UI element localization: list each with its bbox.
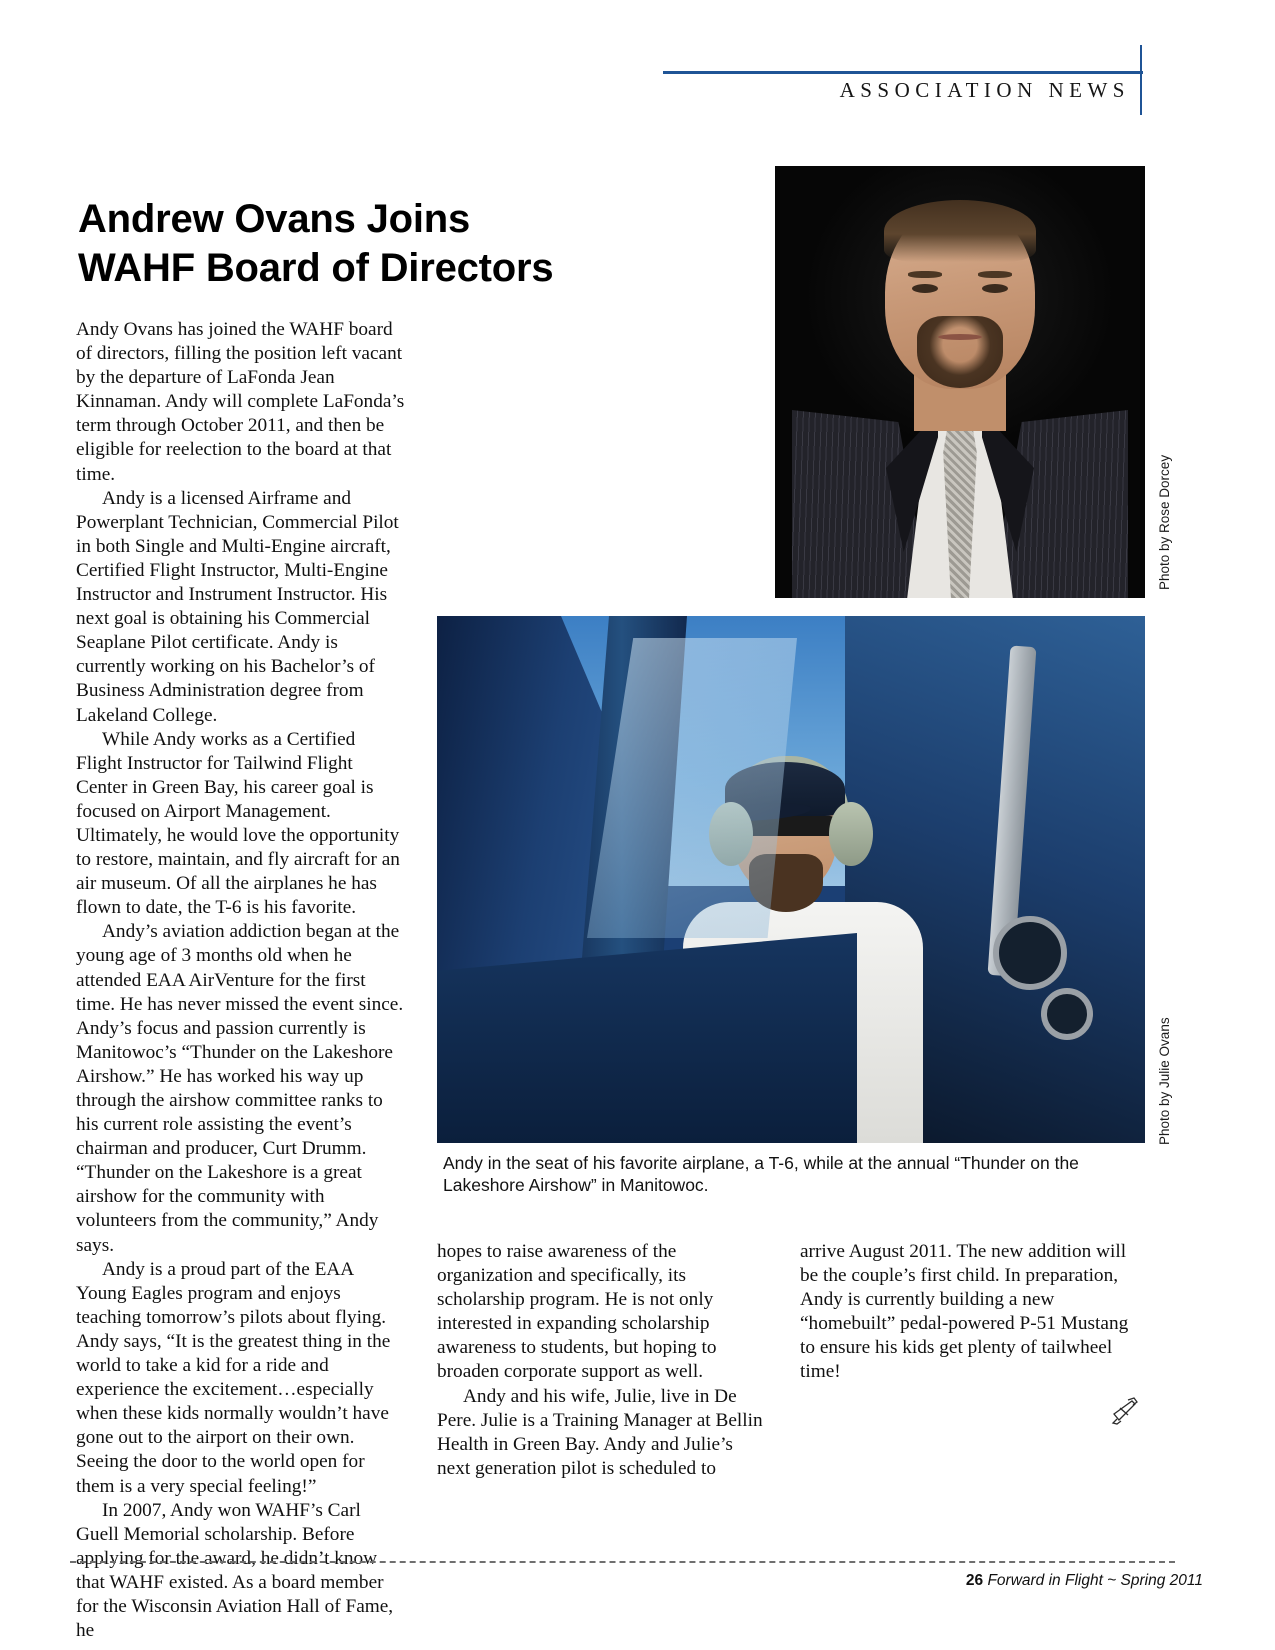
airplane-endmark-icon <box>1108 1395 1142 1429</box>
paragraph: hopes to raise awareness of the organization and specifically, its scholarship program. He is not only interested in expanding scholarship awareness to students, but hoping to broaden corporate support as well. <box>437 1241 717 1383</box>
footer-caption <box>966 1572 1203 1590</box>
eyebrow-left <box>908 271 942 278</box>
instrument-gauge <box>993 916 1067 990</box>
paragraph: Andy is a licensed Airframe and Powerplant Technician, Commercial Pilot in both Single and Multi-Engine aircraft, Certified Flight Instructor, Multi-Engine Instructor and Instrument Instructor. His next goal is obtaining his Commercial Seaplane Pilot certificate. Andy is currently working on his Bachelor’s of Business Administration degree from Lakeland College. <box>76 487 399 726</box>
paragraph: Andy is a proud part of the EAA Young Eagles program and enjoys teaching tomorrow’s pilots about flying. Andy says, “It is the greatest thing in the world to take a kid for a ride and experience the excitement…especially when these kids normally wouldn’t have gone out to the airport on their own. Seeing the door to the world open for them is a very special feeling!” <box>76 1258 391 1497</box>
paragraph: Andy and his wife, Julie, live in De Pere. Julie is a Training Manager at Bellin Health in Green Bay. Andy and Julie’s next generation pilot is scheduled to <box>437 1385 763 1479</box>
page-title <box>78 195 718 293</box>
hair <box>884 200 1036 262</box>
cockpit-photo-credit: Photo by Julie Ovans <box>1157 1017 1172 1145</box>
paragraph: Andy’s aviation addiction began at the young age of 3 months old when he attended EAA AirVenture for the first time. He has never missed the event since. Andy’s focus and passion currently is Manitowoc’s “Thunder on the Lakeshore Airshow.” He has worked his way up through the airshow committee ranks to his current role assisting the event’s chairman and producer, Curt Drumm. “Thunder on the Lakeshore is a great airshow for the community with volunteers from the community,” Andy says. <box>76 921 404 1256</box>
paragraph: arrive August 2011. The new addition will be the couple’s first child. In preparation, Andy is currently building a new “homebuilt” pedal-powered P-51 Mustang to ensure his kids get plenty of tailwheel time! <box>800 1241 1129 1383</box>
mouth <box>938 334 982 340</box>
page-number: 26 <box>965 1572 984 1589</box>
body-column-2 <box>437 1240 767 1481</box>
instrument-gauge <box>1041 988 1093 1040</box>
cockpit-photo <box>437 616 1145 1143</box>
headline-line-2: WAHF Board of Directors <box>78 245 554 290</box>
publication-name: Forward in Flight ~ Spring 2011 <box>987 1572 1203 1589</box>
header-rule <box>663 71 1143 74</box>
headset-earcup-right <box>829 802 873 866</box>
photo-caption: Andy in the seat of his favorite airplane, a T-6, while at the annual “Thunder on the Lakeshore Airshow” in Manitowoc. <box>443 1153 1079 1195</box>
eye-right <box>982 284 1008 293</box>
header-vertical-rule <box>1140 45 1142 115</box>
headline-line-1: Andrew Ovans Joins <box>78 196 471 241</box>
portrait-photo <box>775 166 1145 598</box>
beard <box>917 316 1003 388</box>
portrait-photo-credit: Photo by Rose Dorcey <box>1157 454 1172 590</box>
paragraph: In 2007, Andy won WAHF’s Carl Guell Memorial scholarship. Before applying for the award, he didn’t know that WAHF existed. As a board member for the Wisconsin Aviation Hall of Fame, he <box>76 1499 394 1642</box>
eye-left <box>912 284 938 293</box>
footer-divider <box>70 1561 1175 1563</box>
section-kicker: ASSOCIATION NEWS <box>839 78 1130 102</box>
eyebrow-right <box>978 271 1012 278</box>
body-column-3 <box>800 1240 1130 1385</box>
paragraph: Andy Ovans has joined the WAHF board of directors, filling the position left vacant by the departure of LaFonda Jean Kinnaman. Andy will complete LaFonda’s term through October 2011, and then be eligible for reelection to the board at that time. <box>76 319 405 485</box>
body-column-1 <box>76 318 406 1643</box>
paragraph: While Andy works as a Certified Flight Instructor for Tailwind Flight Center in Green Bay, his career goal is focused on Airport Management. Ultimately, he would love the opportunity to restore, maintain, and fly aircraft for an air museum. Of all the airplanes he has flown to date, the T-6 is his favorite. <box>76 728 400 919</box>
